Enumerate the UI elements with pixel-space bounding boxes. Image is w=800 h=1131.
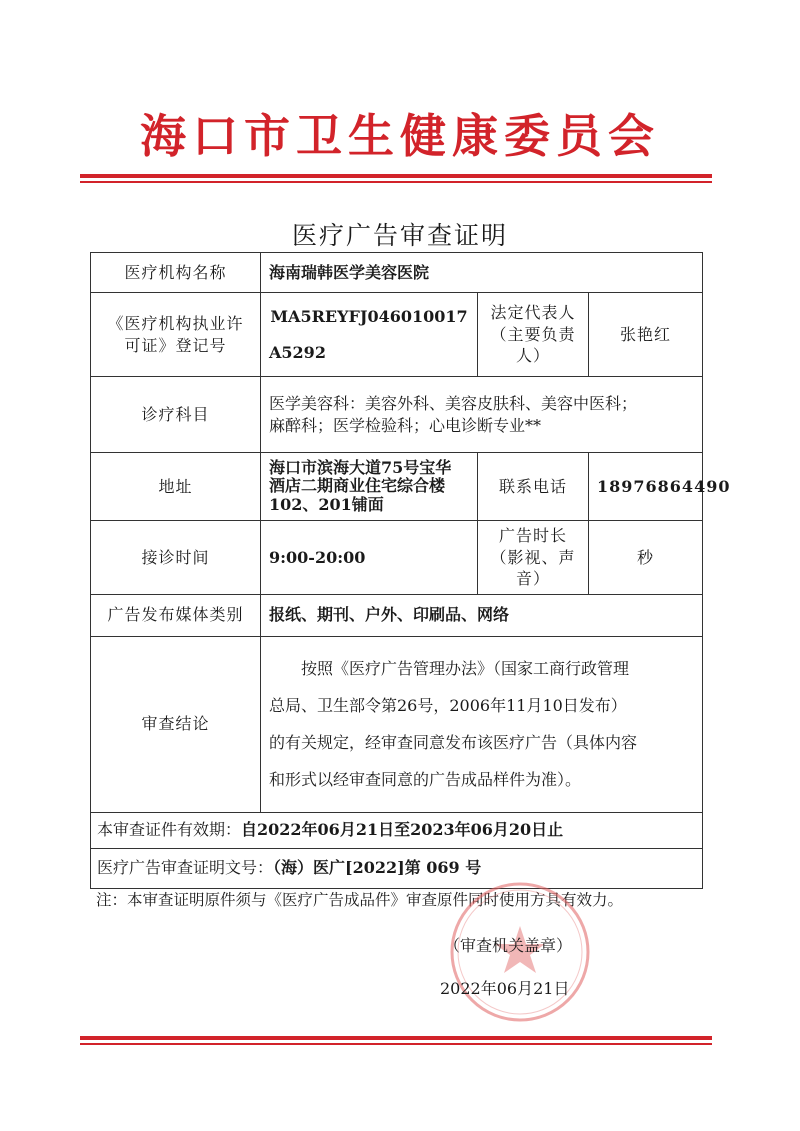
license-label-line2: 可证》登记号 — [124, 335, 227, 355]
hours-value: 9:00-20:00 — [261, 521, 478, 595]
validity-label: 本审查证件有效期： — [97, 820, 242, 840]
license-label — [91, 293, 261, 377]
address-line2: 酒店二期商业住宅综合楼 — [269, 476, 446, 496]
conclusion-line3: 的有关规定，经审查同意发布该医疗广告（具体内容 — [269, 733, 638, 753]
address-line1: 海口市滨海大道75号宝华 — [269, 457, 452, 477]
departments-value — [261, 377, 703, 453]
validity-value: 自2022年06月21日至2023年06月20日止 — [241, 820, 564, 840]
address-line3: 102、201铺面 — [269, 494, 384, 514]
legal-rep-label-line2: （主要负责人） — [490, 324, 576, 366]
phone-value: 18976864490 — [589, 453, 703, 521]
ad-duration-label-line1: 广告时长 — [498, 526, 567, 545]
validity — [91, 812, 703, 848]
address-label: 地址 — [91, 453, 261, 521]
row-address — [91, 453, 703, 521]
media-label: 广告发布媒体类别 — [91, 594, 261, 636]
cert-number — [91, 848, 703, 888]
conclusion-line4: 和形式以经审查同意的广告成品样件为准）。 — [269, 770, 582, 790]
row-cert-number — [91, 848, 703, 888]
cert-number-label: 医疗广告审查证明文号： — [97, 858, 274, 878]
row-hours — [91, 521, 703, 595]
media-value: 报纸、期刊、户外、印刷品、网络 — [261, 594, 703, 636]
row-departments — [91, 377, 703, 453]
ad-duration-label-line2: （影视、声音） — [490, 547, 576, 589]
license-label-line1: 《医疗机构执业许 — [107, 313, 244, 333]
row-validity — [91, 812, 703, 848]
stamp-label: （审查机关盖章） — [444, 936, 573, 955]
address-value — [261, 453, 478, 521]
license-number-line2: A5292 — [269, 342, 326, 362]
cert-number-value: （海）医广[2022]第 069 号 — [273, 858, 482, 878]
row-institution — [91, 253, 703, 293]
row-license — [91, 293, 703, 377]
row-conclusion — [91, 636, 703, 812]
footnote: 注：本审查证明原件须与《医疗广告成品件》审查原件同时使用方具有效力。 — [96, 891, 624, 909]
hours-label: 接诊时间 — [91, 521, 261, 595]
departments-line2: 麻醉科；医学检验科；心电诊断专业** — [269, 415, 542, 435]
departments-label: 诊疗科目 — [91, 377, 261, 453]
legal-rep-label-line1: 法定代表人 — [490, 303, 576, 323]
issue-date: 2022年06月21日 — [440, 979, 570, 998]
header-rule-thin — [80, 181, 712, 183]
institution-name-value: 海南瑞韩医学美容医院 — [261, 253, 703, 293]
conclusion-text — [261, 636, 703, 812]
conclusion-line1: 按照《医疗广告管理办法》（国家工商行政管理 — [301, 659, 630, 679]
issuer-header: 海口市卫生健康委员会 — [140, 109, 660, 163]
legal-rep-value: 张艳红 — [589, 293, 703, 377]
license-number-line1: MA5REYFJ046010017 — [270, 306, 468, 326]
conclusion-label: 审查结论 — [91, 636, 261, 812]
phone-label: 联系电话 — [478, 453, 589, 521]
conclusion-line2: 总局、卫生部令第26号，2006年11月10日发布） — [269, 696, 627, 716]
row-media — [91, 594, 703, 636]
footer-rule-thick — [80, 1036, 712, 1040]
ad-duration-unit: 秒 — [589, 521, 703, 595]
license-number — [261, 293, 478, 377]
legal-rep-label — [478, 293, 589, 377]
header-rule-thick — [80, 174, 712, 178]
footer-rule-thin — [80, 1043, 712, 1045]
institution-name-label: 医疗机构名称 — [91, 253, 261, 293]
document-title: 医疗广告审查证明 — [291, 221, 508, 250]
certificate-table — [90, 252, 731, 889]
departments-line1: 医学美容科：美容外科、美容皮肤科、美容中医科； — [269, 393, 638, 413]
ad-duration-label — [478, 521, 589, 595]
